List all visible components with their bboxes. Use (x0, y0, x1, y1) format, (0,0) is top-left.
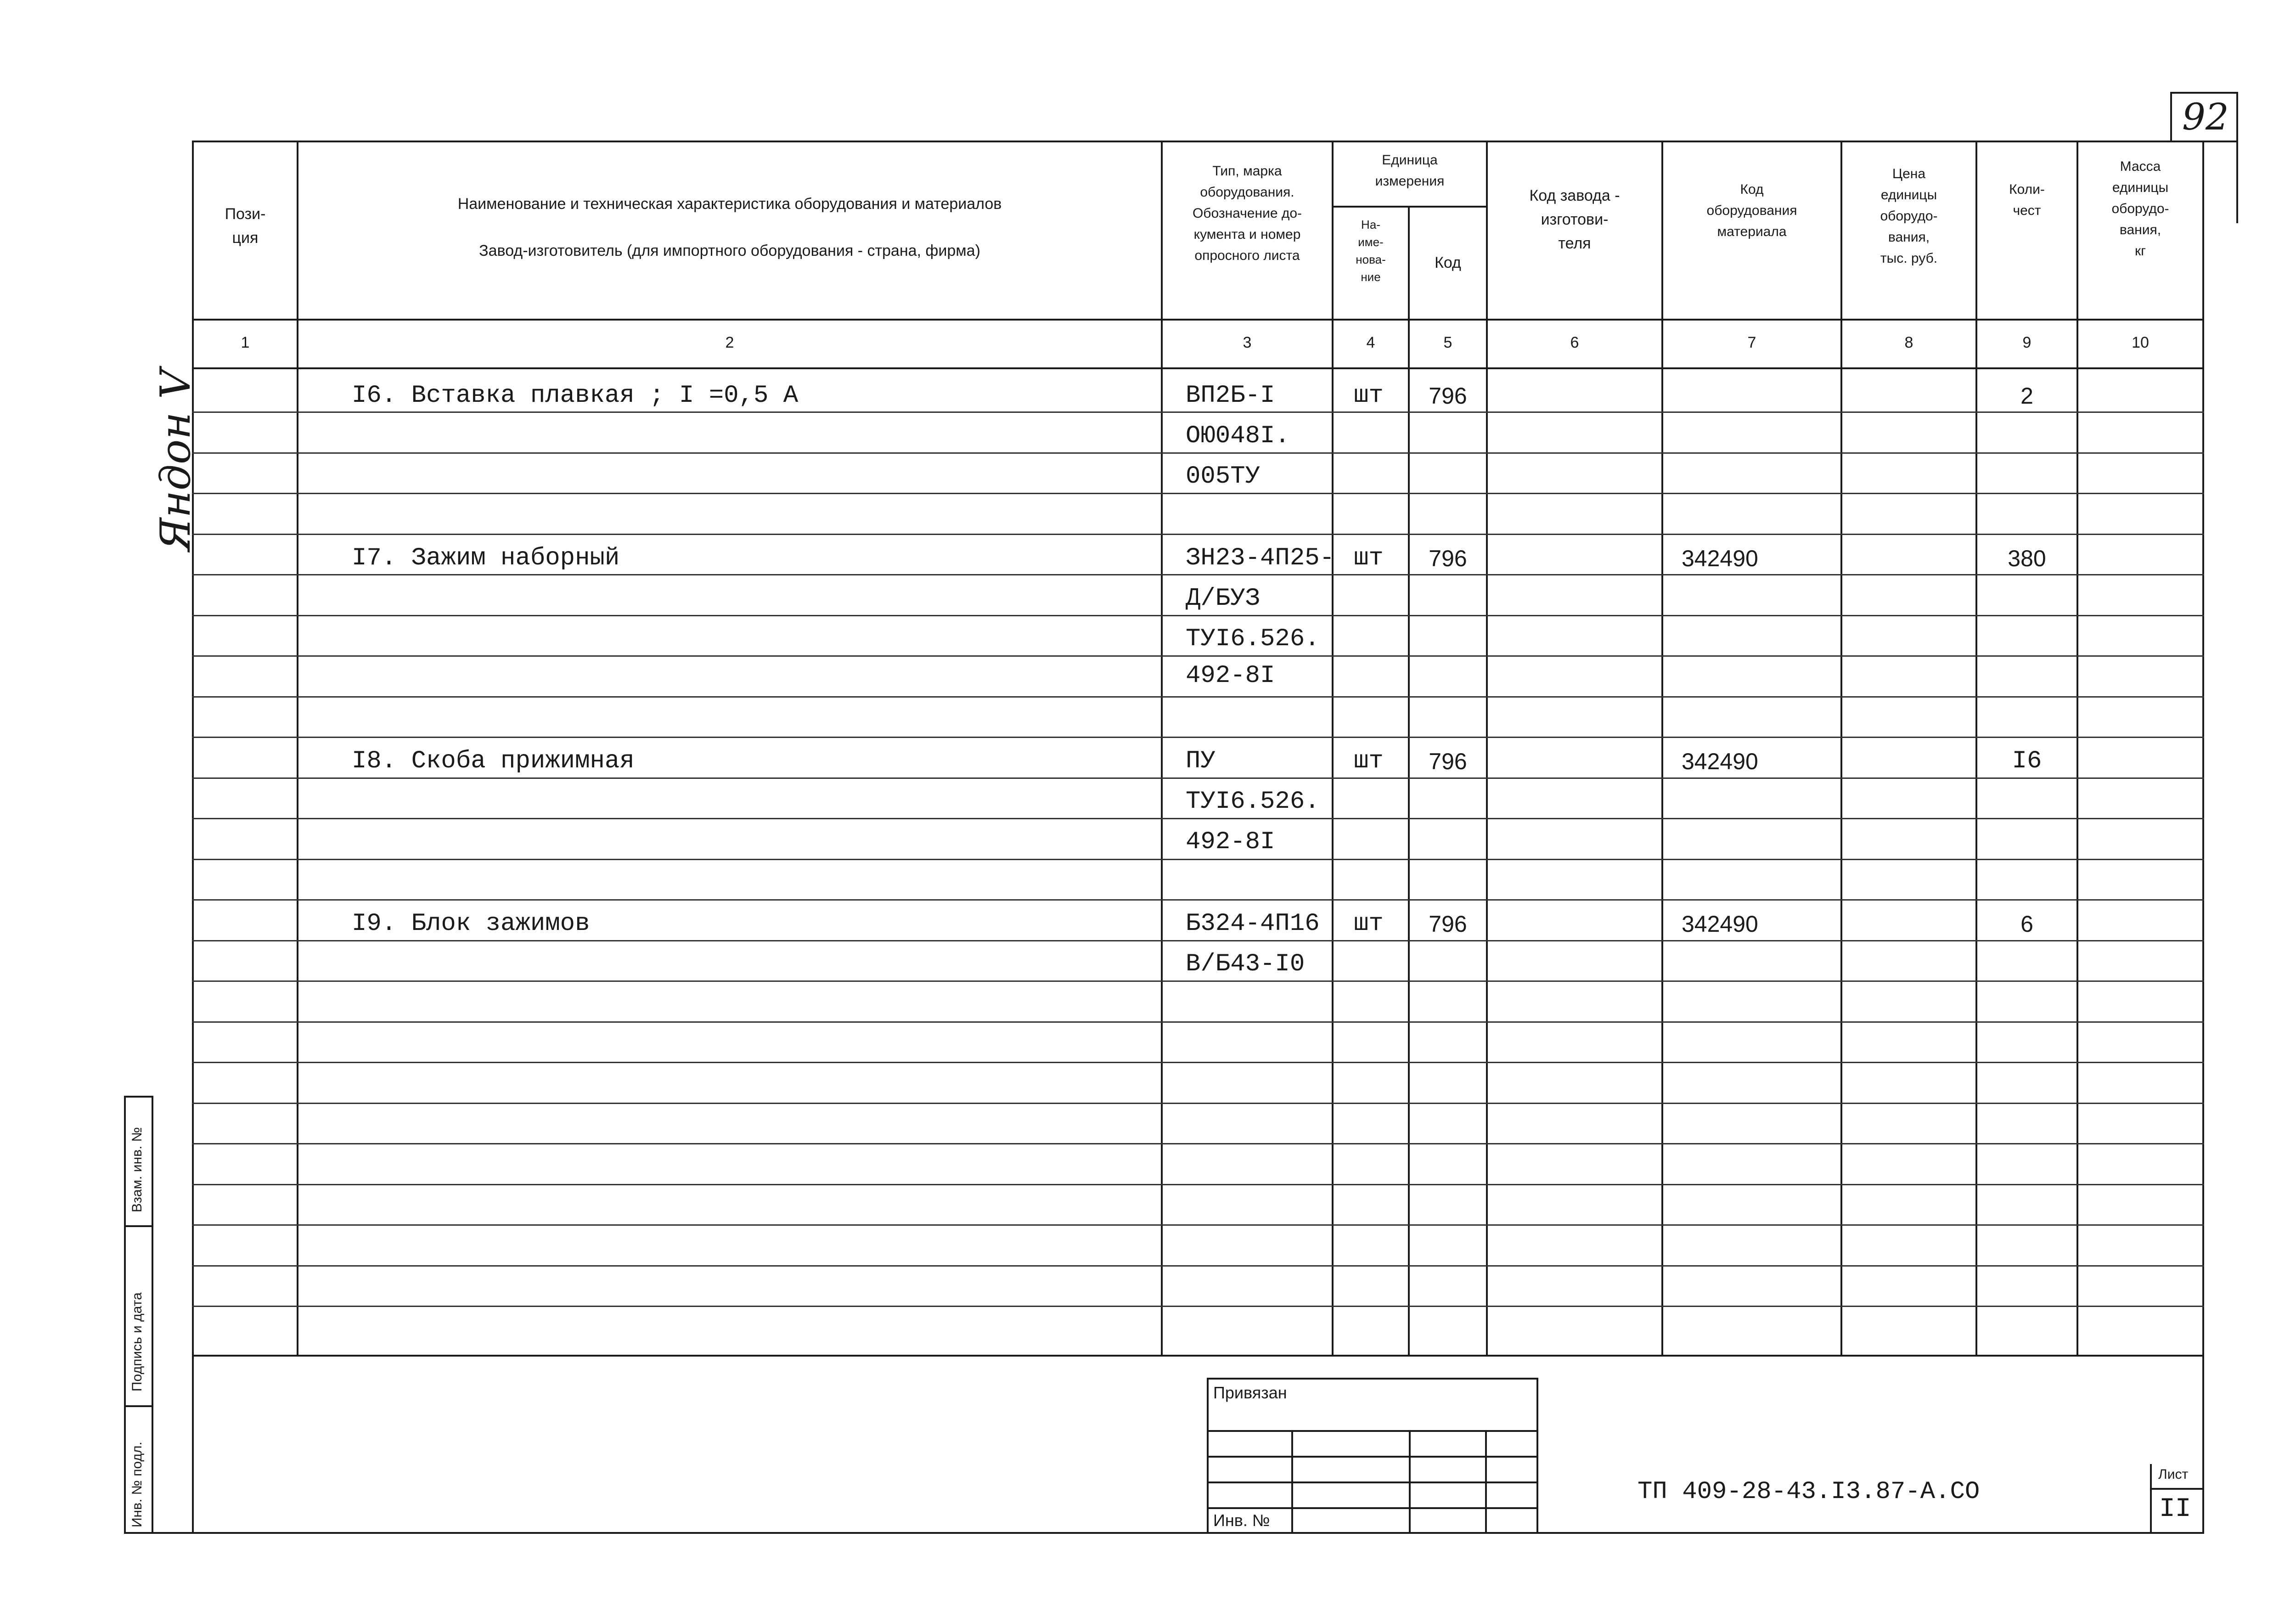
row-type-line: ТУI6.526. (1186, 625, 1320, 653)
row-name: I9. Блок зажимов (352, 910, 590, 938)
header-quantity: Коли- чест (2009, 182, 2045, 218)
side-vzam-inv: Взам. инв. № (129, 1127, 145, 1212)
row-type-line: В/Б43-I0 (1186, 950, 1305, 978)
header-type: Тип, марка оборудования. Обозначение до- кумента и номер опросного листа (1192, 163, 1302, 263)
header-name-line1: Наименование и техническая характеристика оборудования и материалов (457, 195, 1002, 213)
header-unit-code: Код (1435, 254, 1461, 271)
stamp-privyazan: Привязан (1213, 1383, 1287, 1402)
row-unit-code: 796 (1429, 546, 1467, 571)
row-unit-code: 796 (1429, 911, 1467, 937)
row-material-code: 342490 (1682, 911, 1758, 937)
document-code: ТП 409-28-43.I3.87-А.СО (1638, 1478, 1980, 1506)
frame-top (192, 141, 2238, 142)
stamp-inv-no: Инв. № (1213, 1511, 1270, 1530)
colnum-4: 4 (1366, 334, 1375, 351)
handwritten-note: Яндон V (152, 369, 200, 551)
colnum-6: 6 (1570, 334, 1579, 351)
colnum-2: 2 (725, 334, 734, 351)
header-name-line2: Завод-изготовитель (для импортного оборудования - страна, фирма) (479, 242, 980, 259)
row-name: I7. Зажим наборный (352, 544, 620, 572)
frame-right (2202, 141, 2204, 1534)
colnum-7: 7 (1747, 334, 1756, 351)
page-number: 92 (2182, 96, 2229, 138)
row-type-line: ЗН23-4П25- (1186, 544, 1335, 572)
row-quantity: I6 (2012, 747, 2042, 775)
colnum-5: 5 (1443, 334, 1452, 351)
row-type-line: 492-8I (1186, 662, 1275, 690)
row-type-line: Б324-4П16 (1186, 910, 1320, 938)
header-factory-code: Код завода - изготови- теля (1529, 187, 1620, 252)
colnum-3: 3 (1243, 334, 1252, 351)
row-type-line: ВП2Б-I (1186, 382, 1275, 410)
header-unit-name: На- име- нова- ние (1356, 218, 1386, 284)
row-quantity: 380 (2008, 546, 2046, 571)
header-price: Цена единицы оборудо- вания, тыс. руб. (1880, 166, 1938, 266)
row-material-code: 342490 (1682, 546, 1758, 571)
row-type-line: 005ТУ (1186, 462, 1261, 490)
row-material-code: 342490 (1682, 749, 1758, 774)
side-inv-podl: Инв. № подл. (129, 1442, 145, 1527)
row-unit: шт (1354, 382, 1384, 410)
row-quantity: 6 (2020, 911, 2033, 937)
header-position: Пози- ция (225, 205, 266, 247)
row-unit: шт (1354, 544, 1384, 572)
row-type-line: ТУI6.526. (1186, 788, 1320, 816)
row-type-line: 492-8I (1186, 828, 1275, 856)
row-unit: шт (1354, 910, 1384, 938)
row-unit: шт (1354, 747, 1384, 775)
row-quantity: 2 (2020, 383, 2033, 409)
header-mass: Масса единицы оборудо- вания, кг (2111, 159, 2169, 259)
row-name: I6. Вставка плавкая ; I =0,5 А (352, 382, 799, 410)
colnum-1: 1 (241, 334, 250, 351)
frame-bottom (124, 1532, 2204, 1534)
row-unit-code: 796 (1429, 749, 1467, 774)
row-type-line: ОЮ048I. (1186, 422, 1290, 450)
side-podpis-data: Подпись и дата (129, 1292, 145, 1391)
sheet-number: II (2159, 1494, 2191, 1524)
row-unit-code: 796 (1429, 383, 1467, 409)
sheet-label: Лист (2158, 1467, 2189, 1482)
row-type-line: ПУ (1186, 747, 1216, 775)
colnum-8: 8 (1904, 334, 1913, 351)
row-name: I8. Скоба прижимная (352, 747, 635, 775)
header-unit-group: Единица измерения (1375, 152, 1445, 189)
colnum-9: 9 (2022, 334, 2032, 351)
row-type-line: Д/БУЗ (1186, 585, 1261, 613)
colnum-10: 10 (2132, 334, 2149, 351)
header-equipment-code: Код оборудования материала (1706, 182, 1797, 239)
